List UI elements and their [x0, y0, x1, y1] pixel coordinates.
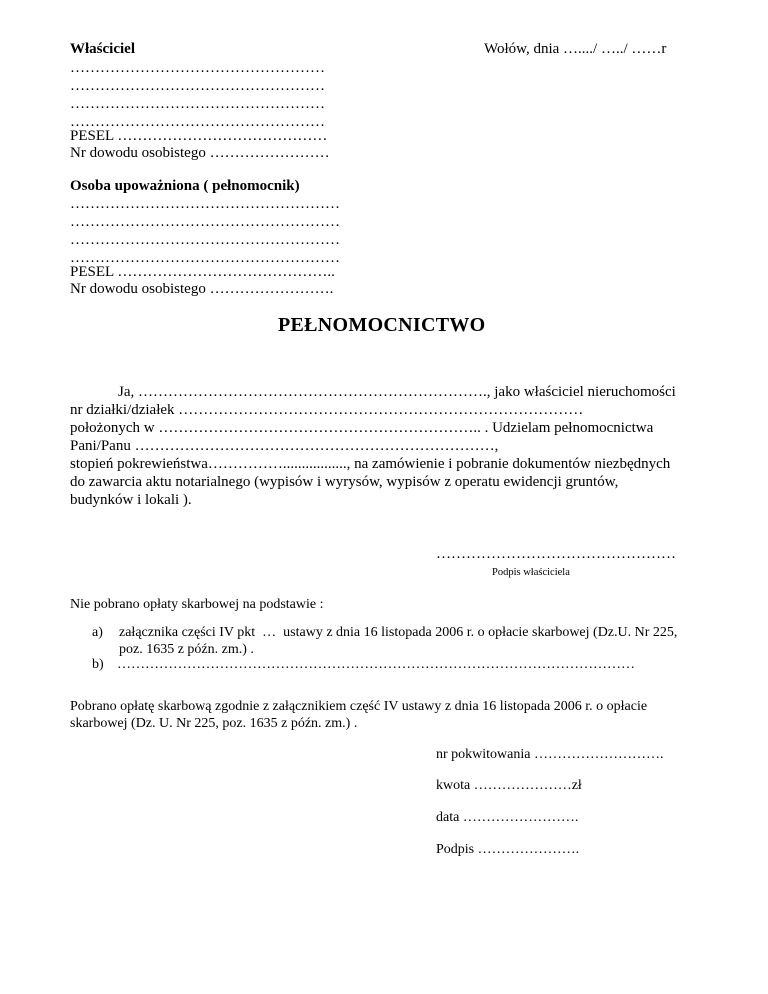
- owner-dotted-line: ……………………………………………: [70, 114, 325, 130]
- owner-dotted-line: ……………………………………………: [70, 78, 325, 94]
- fee-exempt-item-a: załącznika części IV pkt … ustawy z dnia 16 listopada 2006 r. o opłacie skarbowej (Dz.U. Nr 225,: [119, 625, 678, 640]
- owner-id-number: Nr dowodu osobistego ……………………: [70, 145, 330, 161]
- body-line: do zawarcia aktu notarialnego (wypisów i wyrysów, wypisów z operatu ewidencji gruntów,: [70, 474, 619, 490]
- owner-pesel: PESEL ……………………………………: [70, 128, 328, 144]
- owner-signature-caption: Podpis właściciela: [492, 567, 570, 578]
- body-line: położonych w ……………………………………………………….. . Udzielam pełnomocnictwa: [70, 420, 654, 436]
- owner-signature-line: …………………………………………: [436, 546, 676, 562]
- body-line: nr działki/działek ………………………………………………………………………: [70, 402, 584, 418]
- proxy-dotted-line: ………………………………………………: [70, 214, 340, 230]
- document-title: PEŁNOMOCNICTWO: [278, 314, 486, 336]
- fee-paid-text: Pobrano opłatę skarbową zgodnie z załącznikiem część IV ustawy z dnia 16 listopada 2006 r. o opłacie: [70, 699, 648, 714]
- receipt-signature: Podpis ………………….: [436, 842, 580, 857]
- owner-dotted-line: ……………………………………………: [70, 96, 325, 112]
- proxy-dotted-line: ………………………………………………: [70, 232, 340, 248]
- owner-heading: Właściciel: [70, 41, 135, 57]
- fee-exempt-heading: Nie pobrano opłaty skarbowej na podstawie :: [70, 597, 324, 612]
- proxy-id-number: Nr dowodu osobistego …………………….: [70, 281, 334, 297]
- receipt-amount: kwota …………………zł: [436, 778, 582, 793]
- fee-paid-text-cont: skarbowej (Dz. U. Nr 225, poz. 1635 z późn. zm.) .: [70, 716, 358, 731]
- list-marker-a: a): [92, 625, 103, 640]
- proxy-heading: Osoba upoważniona ( pełnomocnik): [70, 178, 300, 194]
- proxy-dotted-line: ………………………………………………: [70, 250, 340, 266]
- receipt-number: nr pokwitowania ……………………….: [436, 747, 664, 762]
- owner-dotted-line: ……………………………………………: [70, 60, 325, 76]
- body-line: stopień pokrewieństwa……………................., na zamówienie i pobranie dokumentów niezbędnych: [70, 456, 671, 472]
- proxy-pesel: PESEL ……………………………………..: [70, 264, 335, 280]
- list-marker-b: b): [92, 657, 104, 672]
- fee-exempt-item-a-cont: poz. 1635 z późn. zm.) .: [119, 642, 254, 657]
- fee-exempt-item-b: …………………………………………………………………………………………………: [117, 657, 635, 672]
- body-line: Pani/Panu ………………………………………………………………,: [70, 438, 499, 454]
- body-line: Ja, ……………………………………………………………., jako właściciel nieruchomości: [118, 384, 676, 400]
- place-date: Wołów, dnia …..../ …../ ……r: [484, 41, 667, 57]
- receipt-date: data …………………….: [436, 810, 579, 825]
- body-line: budynków i lokali ).: [70, 492, 192, 508]
- proxy-dotted-line: ………………………………………………: [70, 196, 340, 212]
